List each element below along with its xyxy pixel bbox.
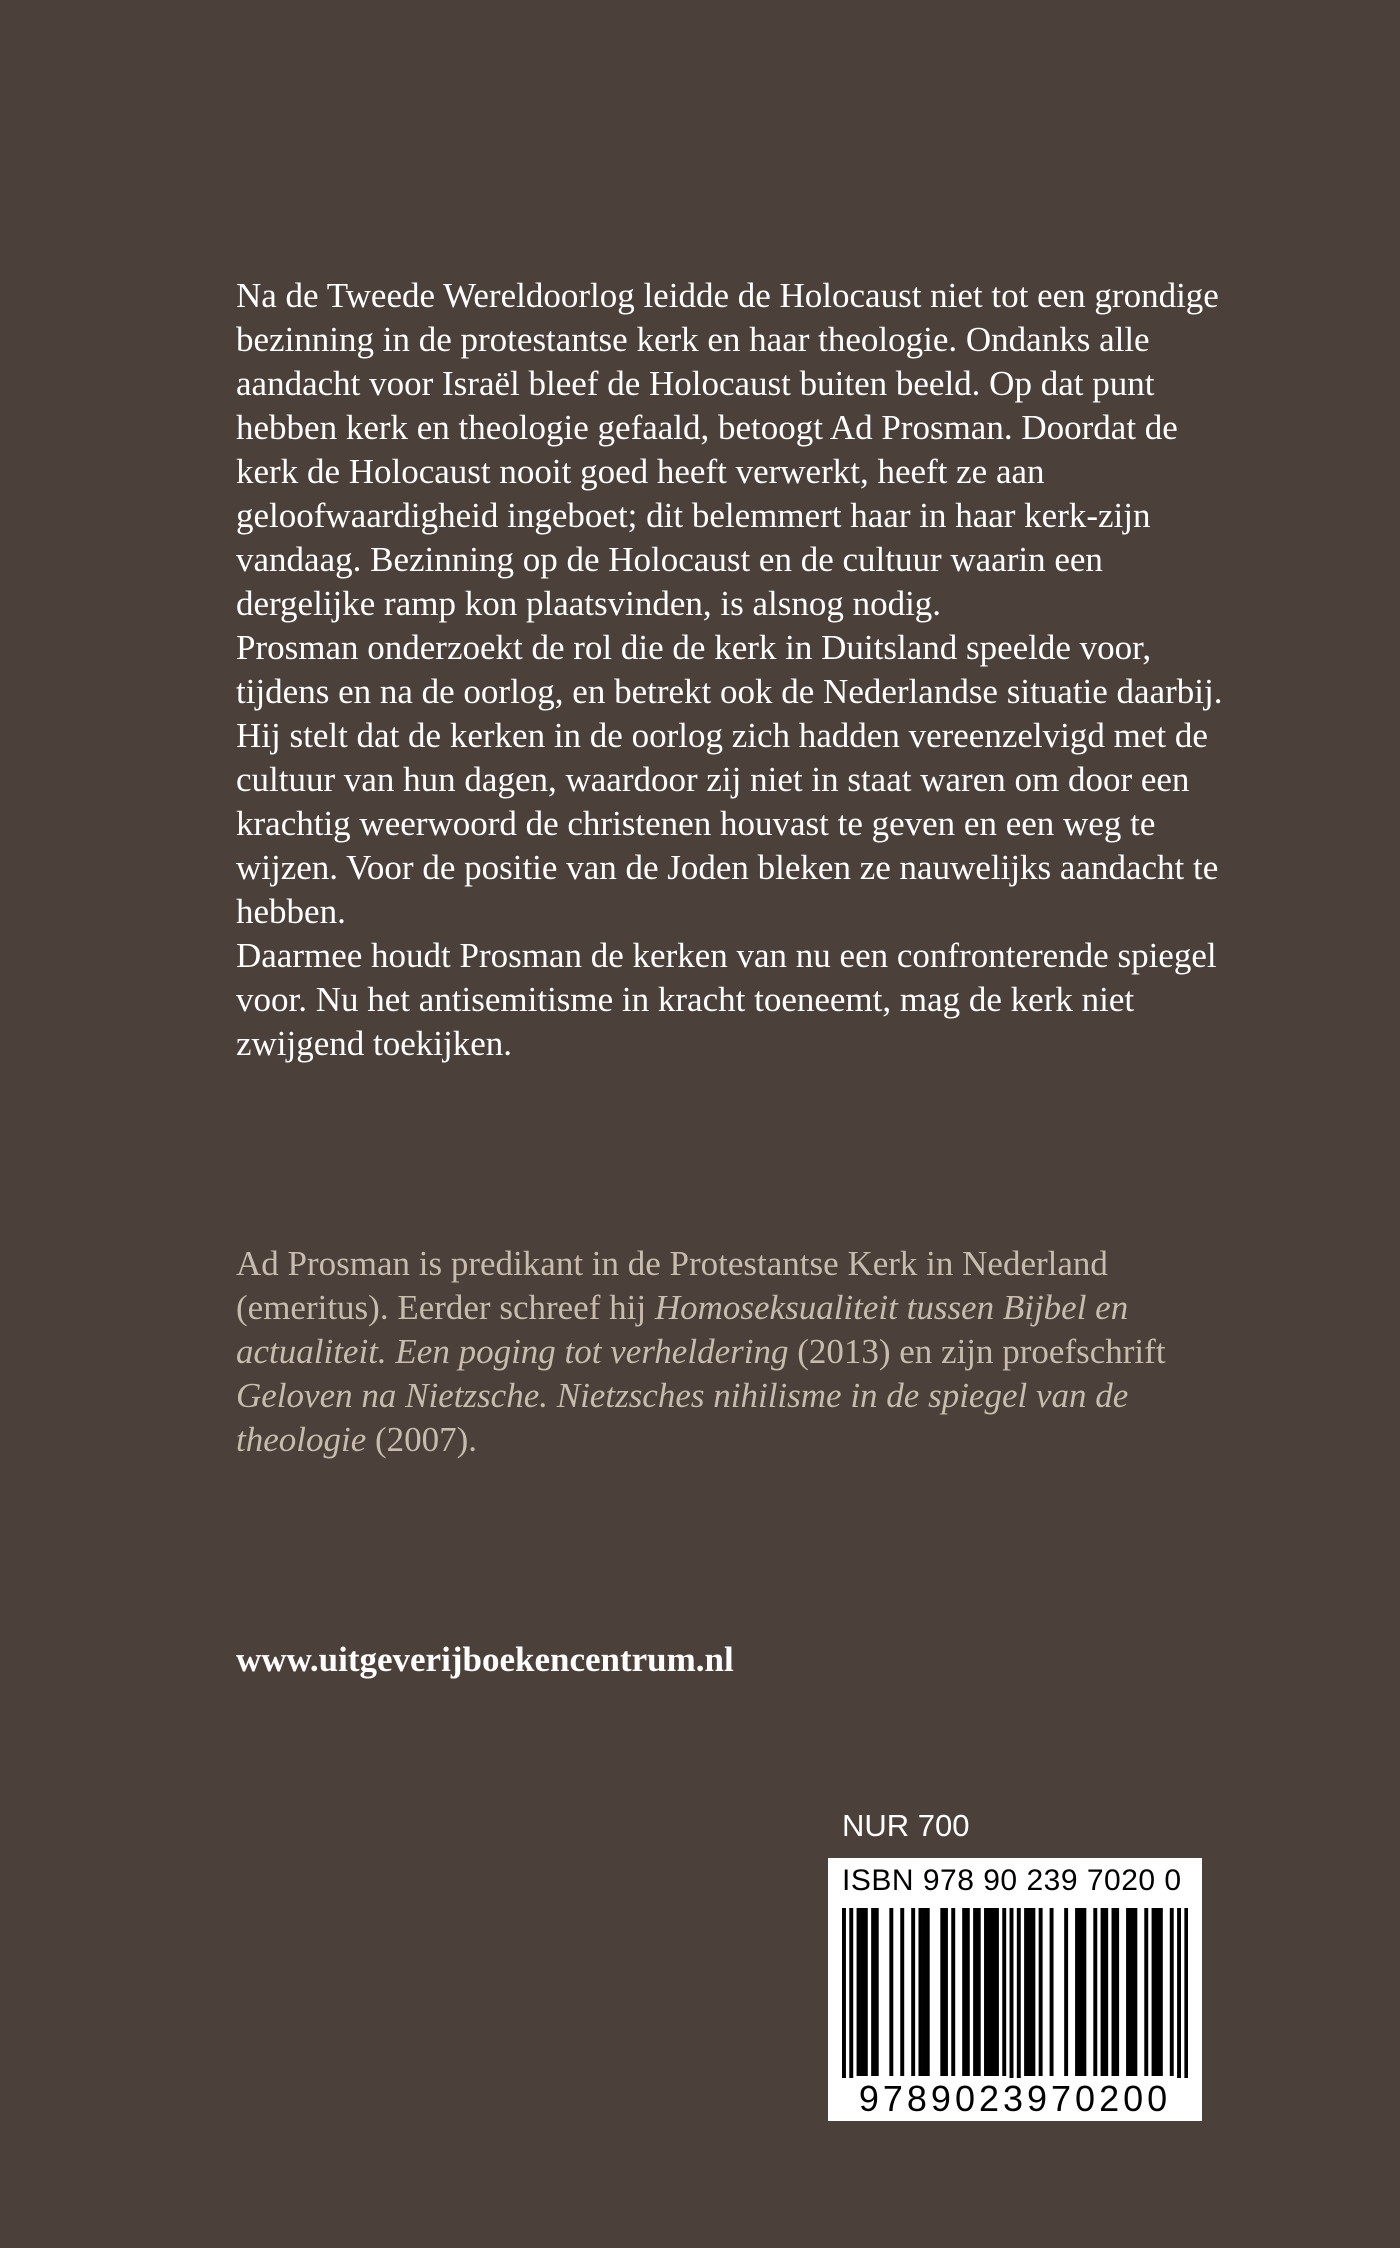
barcode-bar xyxy=(1028,1908,1032,2076)
barcode-bar xyxy=(995,1908,999,2076)
barcode-bar xyxy=(1079,1908,1083,2076)
barcode-bar xyxy=(973,1908,977,2076)
barcode-bar xyxy=(1039,1908,1043,2076)
blurb-paragraph-1: Na de Tweede Wereldoorlog leidde de Holocaust niet tot een grondige bezinning in de protestantse kerk en haar theologie. Ondanks alle aandacht voor Israël bleef de Holocaust buiten beeld. Op dat punt hebben kerk en theologie gefaald, betoogt Ad Prosman. Doordat de kerk de Holocaust nooit goed heeft verwerkt, heeft ze aan geloofwaardigheid ingeboet; dit belemmert haar in haar kerk-zijn vandaag. Bezinning op de Holocaust en de cultuur waarin een dergelijke ramp kon plaatsvinden, is alsnog nodig. xyxy=(236,276,1219,623)
barcode-bar xyxy=(1082,1908,1086,2076)
barcode-bar xyxy=(900,1908,904,2076)
barcode-bar xyxy=(1144,1908,1148,2076)
barcode-bar xyxy=(842,1908,846,2084)
barcode-bar xyxy=(984,1908,988,2076)
barcode-bar xyxy=(991,1908,995,2076)
barcode-bar xyxy=(1112,1908,1116,2076)
barcode-bar xyxy=(944,1908,948,2076)
barcode-bar xyxy=(926,1908,930,2076)
author-bio-text: Ad Prosman is predikant in de Protestantse Kerk in Nederland (emeritus). Eerder schreef hij xyxy=(236,1244,1108,1327)
barcode-bar xyxy=(911,1908,915,2076)
barcode-bar xyxy=(918,1908,922,2076)
barcode-bar xyxy=(1152,1908,1156,2076)
barcode-bar xyxy=(1024,1908,1028,2076)
barcode-bar xyxy=(940,1908,944,2076)
barcode-bar xyxy=(875,1908,879,2076)
barcode-bar xyxy=(1064,1908,1068,2076)
book-title: Homoseksualiteit tussen Bijbel en actualiteit. Een poging tot verheldering xyxy=(236,1288,1129,1371)
barcode-bar xyxy=(857,1908,861,2076)
barcode-bar xyxy=(966,1908,970,2076)
barcode-bar xyxy=(1031,1908,1035,2076)
barcode-bar xyxy=(1104,1908,1108,2076)
barcode-bar xyxy=(1130,1908,1134,2076)
barcode-bar xyxy=(1101,1908,1105,2076)
author-bio-text: (2013) en zijn proefschrift xyxy=(788,1332,1166,1371)
barcode-bar xyxy=(889,1908,893,2076)
barcode-bar xyxy=(1115,1908,1119,2076)
barcode-bar xyxy=(922,1908,926,2076)
barcode-box xyxy=(828,1858,1202,2121)
barcode-bar xyxy=(860,1908,864,2076)
barcode-bar xyxy=(1093,1908,1097,2076)
barcode-bar xyxy=(1133,1908,1137,2076)
author-bio xyxy=(236,1242,1236,1462)
author-bio-paragraph xyxy=(236,1242,1236,1462)
barcode-bar xyxy=(864,1908,868,2076)
barcode-bar xyxy=(951,1908,955,2076)
blurb-paragraph-3: Daarmee houdt Prosman de kerken van nu een confronterende spiegel voor. Nu het antisemitisme in kracht toeneemt, mag de kerk niet zwijgend toekijken. xyxy=(236,936,1217,1063)
barcode-bar xyxy=(988,1908,992,2076)
barcode-bar xyxy=(1184,1908,1188,2084)
nur-code: NUR 700 xyxy=(842,1808,970,1843)
barcode-bar xyxy=(849,1908,853,2084)
barcode-bar xyxy=(1177,1908,1181,2084)
isbn-text: ISBN 978 90 239 7020 0 xyxy=(842,1864,1182,1897)
barcode-bar xyxy=(977,1908,981,2076)
barcode-bar xyxy=(1002,1908,1006,2076)
publisher-website: www.uitgeverijboekencentrum.nl xyxy=(236,1640,734,1679)
barcode-bar xyxy=(1050,1908,1054,2076)
barcode-bar xyxy=(1075,1908,1079,2076)
barcode-bar xyxy=(1159,1908,1163,2076)
ean-number: 9789023970200 xyxy=(828,2078,1202,2120)
author-bio-text: (2007). xyxy=(366,1420,478,1459)
barcode-bar xyxy=(1126,1908,1130,2076)
barcode-bar xyxy=(1017,1908,1021,2084)
blurb-paragraph-2: Prosman onderzoekt de rol die de kerk in Duitsland speelde voor, tijdens en na de oorlog, en betrekt ook de Nederlandse situatie daarbij. Hij stelt dat de kerken in de oorlog zich hadden vereenzelvigd met de cultuur van hun dagen, waardoor zij niet in staat waren om door een krachtig weerwoord de christenen houvast te geven en een weg te wijzen. Voor de positie van de Joden bleken ze nauwelijks aandacht te hebben. xyxy=(236,628,1223,931)
barcode-bar xyxy=(871,1908,875,2076)
barcode-bar xyxy=(962,1908,966,2076)
barcode-icon xyxy=(842,1908,1188,2084)
barcode-bar xyxy=(1010,1908,1014,2084)
barcode-bar xyxy=(1170,1908,1174,2076)
book-title: Geloven na Nietzsche. Nietzsches nihilisme in de spiegel van de theologie xyxy=(236,1376,1129,1459)
blurb xyxy=(236,274,1236,1066)
barcode-bar xyxy=(1155,1908,1159,2076)
